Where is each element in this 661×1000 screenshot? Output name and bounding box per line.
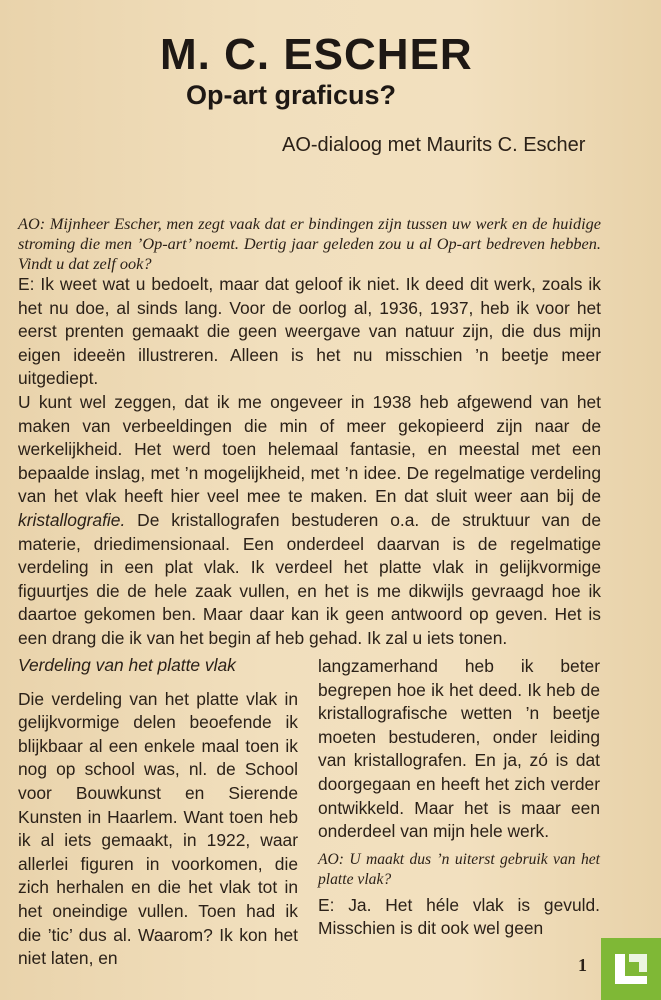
lastdodo-logo-icon [611,950,651,988]
intro-question: AO: Mijnheer Escher, men zegt vaak dat er bindingen zijn tussen uw werk en de huidige stroming die men ’Op-art’ noemt. Dertig jaar geleden zou u al Op-art bedreven hebben. Vindt u dat zelf ook? [18,214,601,273]
right-column [318,655,600,941]
article-title: M. C. ESCHER [160,30,473,79]
question-2: AO: U maakt dus ’n uiterst gebruik van het platte vlak? [318,850,600,888]
right-column-text: langzamerhand heb ik beter begrepen hoe ik het deed. Ik heb de kristallografische wetten ’n beetje moeten bestuderen, onder leiding van kristallografen. En ja, zó is dat doorgegaan en heeft het zich verder ontwikkeld. Maar het is maar een onderdeel van mijn hele werk. [318,656,600,842]
section-heading: Verdeling van het platte vlak [18,655,236,675]
article-byline: AO-dialoog met Maurits C. Escher [282,134,586,156]
body-paragraph-2 [18,391,601,651]
left-column [18,654,298,971]
answer-2: E: Ja. Het héle vlak is gevuld. Misschien is dit ook wel geen [318,894,600,939]
page-number: 1 [578,955,587,975]
body-paragraph-2-end: De kristallografen bestuderen o.a. de struktuur van de materie, driedimensionaal. Een onderdeel daarvan is de regelmatige verdeling in een plat vlak. Ik verdeel het platte vlak in gelijkvormige figuurtjes die de hele zaak vullen, en het is me dikwijls gevraagd hoe ik daartoe gekomen ben. Maar daar kan ik geen antwoord op geven. Het is een drang die ik van het begin af heb gehad. Ik zal u iets tonen. [18,509,601,648]
emphasis-kristallografie: kristallografie. [18,509,126,530]
body-paragraph-1: E: Ik weet wat u bedoelt, maar dat geloof ik niet. Ik deed dit werk, zoals ik het nu doe, al sinds lang. Voor de oorlog al, 1936, 1937, heb ik voor het eerst prenten gemaakt die geen weergave van natuur zijn, die dus mijn eigen ideeën illustreren. Alleen is het nu misschien ’n beetje meer uitgediept. [18,274,601,389]
article-body [18,273,601,651]
left-column-text: Die verdeling van het platte vlak in gelijkvormige delen beoefende ik blijkbaar al een enkele maal toen ik nog op school was, nl. de School voor Bouwkunst en Sierende Kunsten in Haarlem. Want toen heb ik al iets gemaakt, in 1922, waar allerlei figuren in voorkomen, die zich herhalen en die het vlak tot in het oneindige vullen. Toen had ik die ’tic’ dus al. Waarom? Ik kon het niet laten, en [18,688,298,969]
body-paragraph-2-start: U kunt wel zeggen, dat ik me ongeveer in 1938 heb afgewend van het maken van verbeeldingen die min of meer gekopieerd zijn naar de werkelijkheid. Het werd toen helemaal fantasie, en meestal met een bepaalde inslag, met ’n mogelijkheid, met ’n idee. De regelmatige verdeling van het vlak heeft hier veel mee te maken. En dat sluit weer aan bij de [18,391,601,507]
watermark-logo [601,938,661,1000]
article-subtitle: Op-art graficus? [186,80,397,110]
